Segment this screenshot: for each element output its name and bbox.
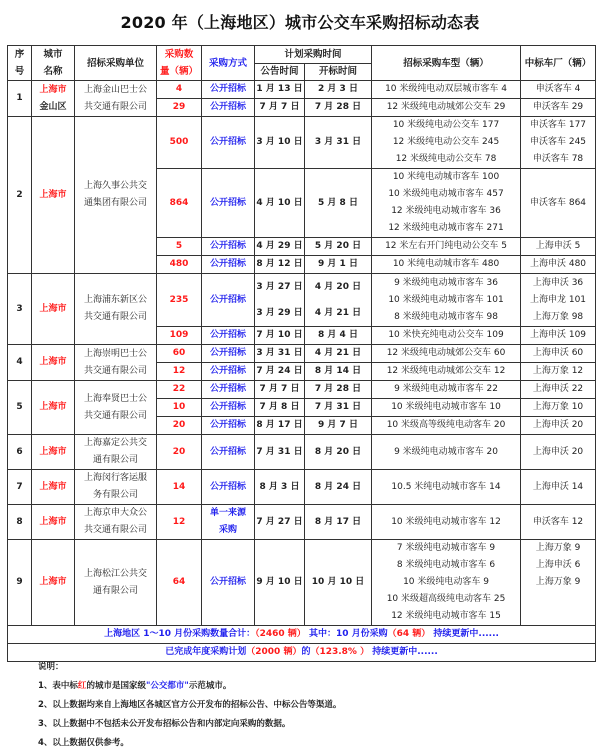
announce-date: 7 月 27 日 [255,505,305,540]
city-name: 上海市 金山区 [32,81,75,117]
bus-models: 10 米级纯电动城市客车 12 [372,505,521,540]
seq-number: 2 [8,117,32,274]
open-date: 5 月 20 日 [305,238,372,256]
winning-manufacturer: 上海申沃 14 [521,470,596,505]
summary-total: （2460 辆） [255,629,306,639]
winning-manufacturer: 申沃客车 4 [521,81,596,99]
procurement-method: 公开招标 [202,540,255,626]
winning-manufacturer: 上海申沃 480 [521,256,596,274]
open-date: 5 月 8 日 [305,169,372,238]
open-date: 7 月 28 日 [305,381,372,399]
quantity: 480 [157,256,202,274]
plan-percent: （123.8% ） [310,647,370,657]
city-name: 上海市 [32,381,75,435]
plan-total: （2000 辆） [246,647,302,657]
procurement-method: 公开招标 [202,81,255,99]
quantity: 500 [157,117,202,169]
procurement-method: 公开招标 [202,117,255,169]
winning-manufacturer: 上海申沃 36 上海申龙 101 上海万象 98 [521,274,596,327]
city-name: 上海市 [32,274,75,345]
city-name: 上海市 [32,540,75,626]
header-winner: 中标车厂（辆） [521,46,596,81]
notes [38,658,341,753]
seq-number: 9 [8,540,32,626]
open-date: 8 月 17 日 [305,505,372,540]
header-city: 城市 名称 [32,46,75,81]
procurement-method: 公开招标 [202,417,255,435]
note-4: 4、以上数据仅供参考。 [38,738,129,748]
quantity: 12 [157,505,202,540]
open-date: 9 月 1 日 [305,256,372,274]
quantity: 22 [157,381,202,399]
table-row [8,274,596,327]
announce-date: 7 月 8 日 [255,399,305,417]
procurement-unit: 上海松江公共交 通有限公司 [75,540,157,626]
procurement-unit: 上海闵行客运服 务有限公司 [75,470,157,505]
header-models: 招标采购车型（辆） [372,46,521,81]
city-name: 上海市 [32,345,75,381]
quantity: 12 [157,363,202,381]
plan-prefix: 已完成年度采购计划 [165,647,247,657]
table-row [8,117,596,169]
quantity: 5 [157,238,202,256]
procurement-method: 公开招标 [202,274,255,327]
header-method: 采购方式 [202,46,255,81]
open-date: 4 月 21 日 [305,345,372,363]
bus-models: 10 米级纯电动城市客车 10 [372,399,521,417]
procurement-unit: 上海嘉定公共交 通有限公司 [75,435,157,470]
seq-number: 7 [8,470,32,505]
procurement-method: 公开招标 [202,363,255,381]
city-name: 上海市 [32,505,75,540]
seq-number: 6 [8,435,32,470]
summary-october: （64 辆） [387,629,431,639]
seq-number: 5 [8,381,32,435]
winning-manufacturer: 上海万象 12 [521,363,596,381]
header-open-time: 开标时间 [305,63,372,81]
winning-manufacturer: 上海万象 10 [521,399,596,417]
quantity: 864 [157,169,202,238]
procurement-method: 公开招标 [202,345,255,363]
quantity: 20 [157,435,202,470]
city-name: 上海市 [32,435,75,470]
page-title: 2020 年（上海地区）城市公交车采购招标动态表 [120,13,480,32]
bus-models: 7 米级纯电动城市客车 9 8 米级纯电动城市客车 6 10 米级纯电动客车 9 10 米级超高级纯电动客车 25 12 米级纯电动城市客车 15 [372,540,521,626]
winning-manufacturer: 上海申沃 109 [521,327,596,345]
announce-date: 7 月 10 日 [255,327,305,345]
note-3: 3、以上数据中不包括未公开发布招标公告和内部定向采购的数据。 [38,719,291,729]
city-name: 上海市 [32,470,75,505]
winning-manufacturer: 上海万象 9 上海申沃 6 上海万象 9 [521,540,596,626]
bus-models: 12 米左右开门纯电动公交车 5 [372,238,521,256]
procurement-table [7,45,596,662]
procurement-unit: 上海浦东新区公 共交通有限公司 [75,274,157,345]
table-row [8,470,596,505]
header-seq: 序 号 [8,46,32,81]
announce-date: 7 月 7 日 [255,381,305,399]
bus-models: 12 米级纯电动城郊公交车 60 [372,345,521,363]
table-row [8,81,596,99]
summary-total-row [8,626,596,644]
procurement-unit: 上海金山巴士公 共交通有限公司 [75,81,157,117]
quantity: 10 [157,399,202,417]
winning-manufacturer: 申沃客车 177 申沃客车 245 申沃客车 78 [521,117,596,169]
header-announce-time: 公告时间 [255,63,305,81]
open-date: 2 月 3 日 [305,81,372,99]
quantity: 235 [157,274,202,327]
procurement-method: 公开招标 [202,399,255,417]
summary-prefix: 上海地区 1～10 月份采购数量合计： [104,629,256,639]
announce-date: 1 月 13 日 [255,81,305,99]
seq-number: 4 [8,345,32,381]
procurement-method: 公开招标 [202,256,255,274]
winning-manufacturer: 上海申沃 20 [521,417,596,435]
announce-date: 8 月 12 日 [255,256,305,274]
summary-suffix: 持续更新中...... [430,629,499,639]
bus-models: 9 米级纯电动城市客车 20 [372,435,521,470]
procurement-method: 公开招标 [202,238,255,256]
bus-models: 10 米纯电动城市客车 480 [372,256,521,274]
announce-date: 7 月 24 日 [255,363,305,381]
bus-models: 12 米级纯电动城郊公交车 29 [372,99,521,117]
announce-date: 7 月 7 日 [255,99,305,117]
announce-date: 3 月 31 日 [255,345,305,363]
quantity: 29 [157,99,202,117]
quantity: 109 [157,327,202,345]
note-1: 1、表中标红的城市是国家级"公交都市"示范城市。 [38,681,232,691]
table-row [8,345,596,363]
procurement-unit: 上海崇明巴士公 共交通有限公司 [75,345,157,381]
open-date: 4 月 20 日 4 月 21 日 [305,274,372,327]
announce-date: 9 月 10 日 [255,540,305,626]
seq-number: 3 [8,274,32,345]
procurement-unit: 上海奉贤巴士公 共交通有限公司 [75,381,157,435]
announce-date: 4 月 29 日 [255,238,305,256]
open-date: 7 月 31 日 [305,399,372,417]
open-date: 8 月 4 日 [305,327,372,345]
announce-date: 4 月 10 日 [255,169,305,238]
winning-manufacturer: 上海申沃 60 [521,345,596,363]
header-unit: 招标采购单位 [75,46,157,81]
procurement-method: 单一来源采购 [202,505,255,540]
procurement-method: 公开招标 [202,99,255,117]
notes-title: 说明： [38,662,64,672]
table-row [8,540,596,626]
plan-mid: 的 [301,647,311,657]
plan-suffix: 持续更新中...... [369,647,438,657]
quantity: 60 [157,345,202,363]
table-row [8,435,596,470]
procurement-unit: 上海京申大众公 共交通有限公司 [75,505,157,540]
procurement-method: 公开招标 [202,381,255,399]
bus-models: 10 米快充纯电动公交车 109 [372,327,521,345]
header-qty: 采购数 量（辆） [157,46,202,81]
bus-models: 10 米级纯电动公交车 177 12 米级纯电动公交车 245 12 米级纯电动公交车 78 [372,117,521,169]
city-name: 上海市 [32,117,75,274]
procurement-method: 公开招标 [202,169,255,238]
open-date: 8 月 20 日 [305,435,372,470]
open-date: 8 月 14 日 [305,363,372,381]
bus-models: 10 米级纯电动双层城市客车 4 [372,81,521,99]
quantity: 4 [157,81,202,99]
announce-date: 3 月 27 日 3 月 29 日 [255,274,305,327]
winning-manufacturer: 上海申沃 20 [521,435,596,470]
announce-date: 8 月 17 日 [255,417,305,435]
winning-manufacturer: 申沃客车 864 [521,169,596,238]
open-date: 3 月 31 日 [305,117,372,169]
winning-manufacturer: 申沃客车 12 [521,505,596,540]
quantity: 14 [157,470,202,505]
quantity: 20 [157,417,202,435]
quantity: 64 [157,540,202,626]
announce-date: 3 月 10 日 [255,117,305,169]
procurement-method: 公开招标 [202,435,255,470]
bus-models: 10 米纯电动城市客车 100 10 米级纯电动城市客车 457 12 米级纯电动城市客车 36 12 米级纯电动城市客车 271 [372,169,521,238]
summary-mid: 其中：10 月份采购 [305,629,388,639]
bus-models: 9 米级纯电动城市客车 22 [372,381,521,399]
announce-date: 7 月 31 日 [255,435,305,470]
procurement-method: 公开招标 [202,327,255,345]
bus-models: 10.5 米纯电动城市客车 14 [372,470,521,505]
bus-models: 10 米级高等级纯电动客车 20 [372,417,521,435]
seq-number: 1 [8,81,32,117]
winning-manufacturer: 上海申沃 5 [521,238,596,256]
winning-manufacturer: 申沃客车 29 [521,99,596,117]
open-date: 10 月 10 日 [305,540,372,626]
open-date: 7 月 28 日 [305,99,372,117]
bus-models: 12 米级纯电动城郊公交车 12 [372,363,521,381]
procurement-method: 公开招标 [202,470,255,505]
open-date: 9 月 7 日 [305,417,372,435]
seq-number: 8 [8,505,32,540]
bus-models: 9 米级纯电动城市客车 36 10 米级纯电动城市客车 101 8 米级纯电动城市客车 98 [372,274,521,327]
announce-date: 8 月 3 日 [255,470,305,505]
header-plan-time: 计划采购时间 [255,46,372,64]
table-row [8,505,596,540]
table-row [8,381,596,399]
winning-manufacturer: 上海申沃 22 [521,381,596,399]
open-date: 8 月 24 日 [305,470,372,505]
procurement-unit: 上海久事公共交 通集团有限公司 [75,117,157,274]
note-2: 2、以上数据均来自上海地区各城区官方公开发布的招标公告、中标公告等渠道。 [38,700,342,710]
